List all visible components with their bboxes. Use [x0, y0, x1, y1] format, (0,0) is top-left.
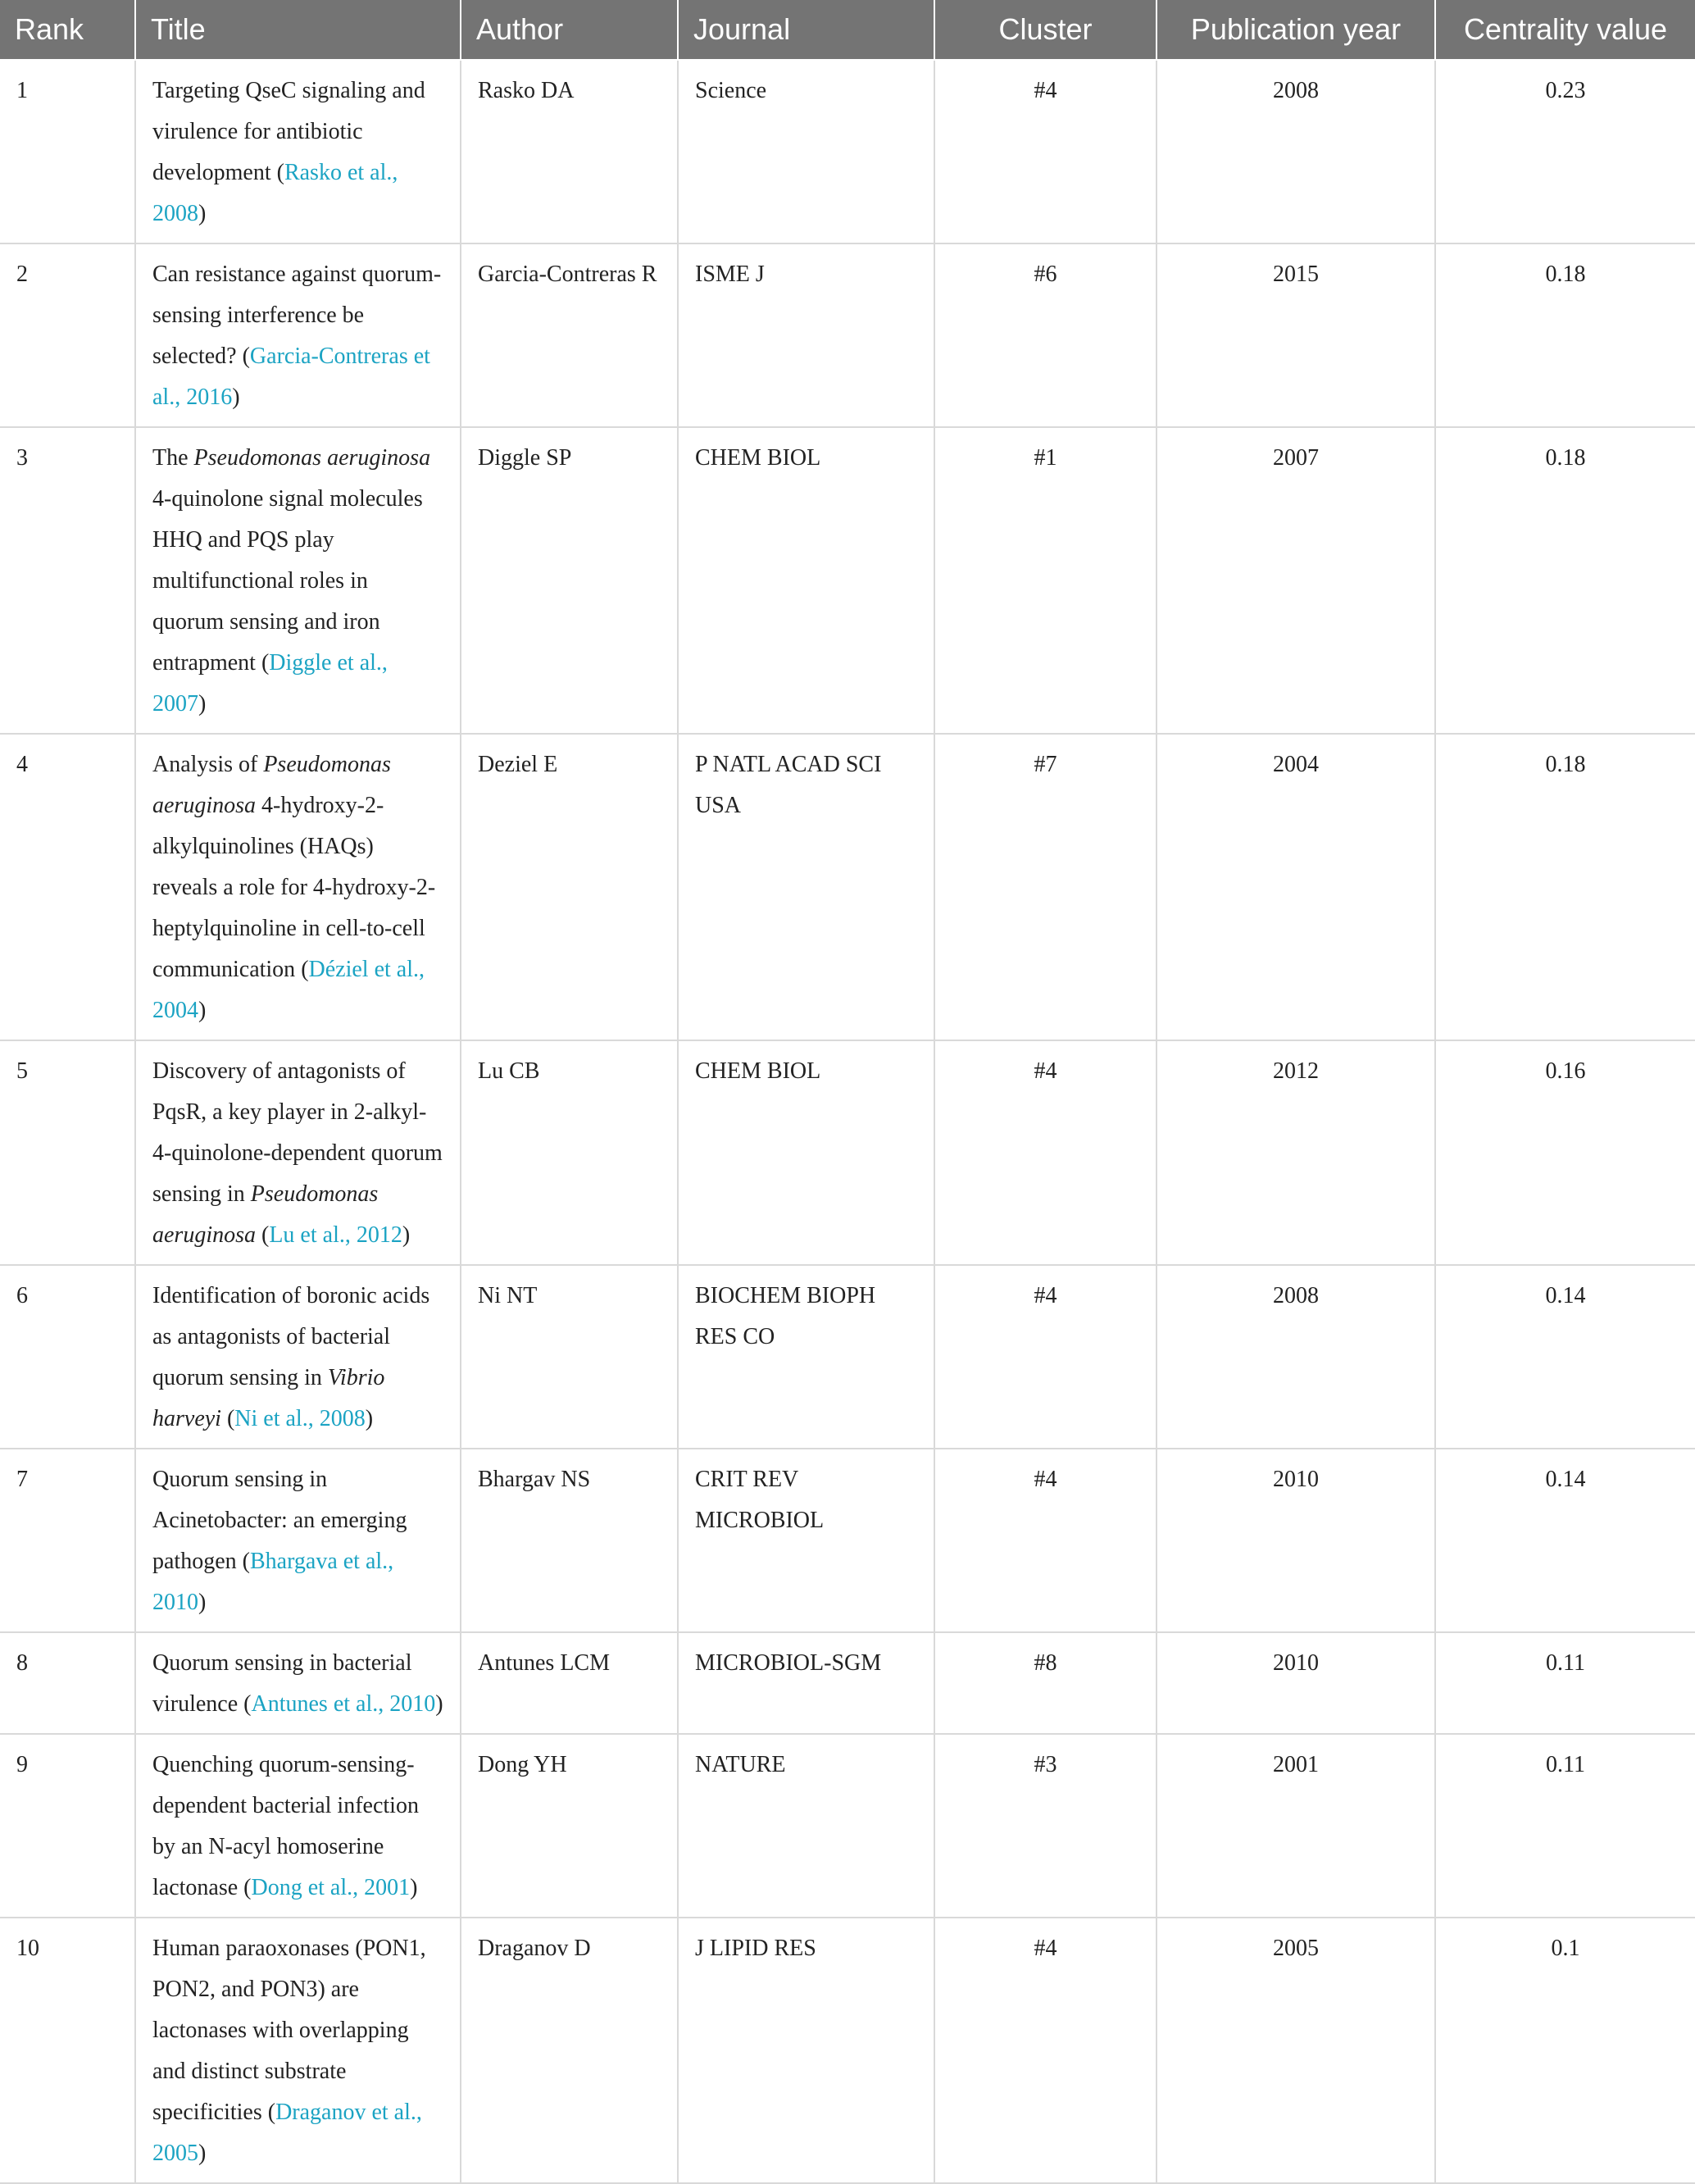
table-row: [0, 1040, 1695, 1265]
rank-cell: 2: [0, 243, 135, 427]
publication-year-cell: 2008: [1157, 1265, 1435, 1449]
author-cell: Dong YH: [461, 1734, 678, 1918]
publication-year-cell: 2010: [1157, 1632, 1435, 1734]
header-author: Author: [461, 0, 678, 60]
citation-link[interactable]: Bhargava et al., 2010: [152, 1549, 394, 1615]
journal-cell: CHEM BIOL: [678, 427, 934, 734]
title-text: Quenching quorum-sensing-dependent bacterial infection by an N-acyl homoserine lactonase: [152, 1752, 419, 1900]
header-row: [0, 0, 1695, 60]
centrality-value-cell: 0.11: [1435, 1734, 1695, 1918]
title-cell: Can resistance against quorum-sensing interference be selected? (Garcia-Contreras et al., 2016): [135, 243, 461, 427]
author-cell: Garcia-Contreras R: [461, 243, 678, 427]
centrality-value-cell: 0.11: [1435, 1632, 1695, 1734]
title-species-italic: Pseudomonas aeruginosa: [193, 445, 431, 471]
title-cell: The Pseudomonas aeruginosa 4-quinolone signal molecules HHQ and PQS play multifunctional roles in quorum sensing and iron entrapment (Diggle et al., 2007): [135, 427, 461, 734]
cluster-cell: #4: [934, 1040, 1157, 1265]
header-cluster: Cluster: [934, 0, 1157, 60]
rank-cell: 6: [0, 1265, 135, 1449]
journal-cell: Science: [678, 60, 934, 243]
journal-cell: CRIT REV MICROBIOL: [678, 1449, 934, 1632]
header-publication-year: Publication year: [1157, 0, 1435, 60]
cluster-cell: #3: [934, 1734, 1157, 1918]
title-text: The: [152, 445, 189, 471]
cluster-cell: #4: [934, 1918, 1157, 2183]
cluster-cell: #4: [934, 1265, 1157, 1449]
rank-cell: 4: [0, 734, 135, 1040]
author-cell: Antunes LCM: [461, 1632, 678, 1734]
citation-link[interactable]: Diggle et al., 2007: [152, 650, 388, 717]
title-cell: Human paraoxonases (PON1, PON2, and PON3) are lactonases with overlapping and distinct substrate specificities (Draganov et al., 2005): [135, 1918, 461, 2183]
table-row: [0, 1265, 1695, 1449]
cluster-cell: #8: [934, 1632, 1157, 1734]
author-cell: Deziel E: [461, 734, 678, 1040]
centrality-value-cell: 0.18: [1435, 427, 1695, 734]
title-species-italic: Pseudomonas aeruginosa: [152, 752, 391, 818]
title-cell: Quorum sensing in bacterial virulence (Antunes et al., 2010): [135, 1632, 461, 1734]
header-journal: Journal: [678, 0, 934, 60]
rank-cell: 9: [0, 1734, 135, 1918]
title-text: Discovery of antagonists of PqsR, a key player in 2-alkyl-4-quinolone-dependent quorum sensing in: [152, 1058, 443, 1207]
header-title: Title: [135, 0, 461, 60]
header-centrality-value: Centrality value: [1435, 0, 1695, 60]
rank-cell: 3: [0, 427, 135, 734]
publication-year-cell: 2010: [1157, 1449, 1435, 1632]
table-row: [0, 734, 1695, 1040]
title-species-italic: Pseudomonas aeruginosa: [152, 1181, 379, 1248]
title-cell: Targeting QseC signaling and virulence for antibiotic development (Rasko et al., 2008): [135, 60, 461, 243]
publication-year-cell: 2012: [1157, 1040, 1435, 1265]
citation-link[interactable]: Antunes et al., 2010: [251, 1691, 436, 1717]
cluster-cell: #4: [934, 1449, 1157, 1632]
title-cell: Identification of boronic acids as antagonists of bacterial quorum sensing in Vibrio harveyi (Ni et al., 2008): [135, 1265, 461, 1449]
cluster-cell: #4: [934, 60, 1157, 243]
author-cell: Diggle SP: [461, 427, 678, 734]
citation-link[interactable]: Garcia-Contreras et al., 2016: [152, 344, 430, 410]
journal-cell: P NATL ACAD SCI USA: [678, 734, 934, 1040]
rank-cell: 5: [0, 1040, 135, 1265]
publication-year-cell: 2007: [1157, 427, 1435, 734]
publication-year-cell: 2004: [1157, 734, 1435, 1040]
title-cell: Discovery of antagonists of PqsR, a key player in 2-alkyl-4-quinolone-dependent quorum sensing in Pseudomonas aeruginosa (Lu et al., 2012): [135, 1040, 461, 1265]
table-row: [0, 427, 1695, 734]
author-cell: Draganov D: [461, 1918, 678, 2183]
journal-cell: J LIPID RES: [678, 1918, 934, 2183]
publication-year-cell: 2001: [1157, 1734, 1435, 1918]
publication-year-cell: 2008: [1157, 60, 1435, 243]
title-text: Human paraoxonases (PON1, PON2, and PON3) are lactonases with overlapping and distinct substrate specificities: [152, 1936, 426, 2125]
table-row: [0, 1918, 1695, 2183]
publication-year-cell: 2005: [1157, 1918, 1435, 2183]
author-cell: Lu CB: [461, 1040, 678, 1265]
centrality-value-cell: 0.16: [1435, 1040, 1695, 1265]
citation-link[interactable]: Lu et al., 2012: [269, 1222, 402, 1248]
centrality-value-cell: 0.23: [1435, 60, 1695, 243]
title-cell: Analysis of Pseudomonas aeruginosa 4-hydroxy-2-alkylquinolines (HAQs) reveals a role for 4-hydroxy-2-heptylquinoline in cell-to-cell communication (Déziel et al., 2004): [135, 734, 461, 1040]
centrality-value-cell: 0.18: [1435, 243, 1695, 427]
title-cell: Quenching quorum-sensing-dependent bacterial infection by an N-acyl homoserine lactonase (Dong et al., 2001): [135, 1734, 461, 1918]
centrality-value-cell: 0.14: [1435, 1449, 1695, 1632]
header-rank: Rank: [0, 0, 135, 60]
title-text: Analysis of: [152, 752, 258, 777]
journal-cell: MICROBIOL-SGM: [678, 1632, 934, 1734]
table-row: [0, 1632, 1695, 1734]
title-species-italic: Vibrio harveyi: [152, 1365, 385, 1431]
cluster-cell: #7: [934, 734, 1157, 1040]
title-text: Quorum sensing in Acinetobacter: an emerging pathogen: [152, 1467, 407, 1574]
author-cell: Ni NT: [461, 1265, 678, 1449]
cluster-cell: #1: [934, 427, 1157, 734]
rank-cell: 8: [0, 1632, 135, 1734]
rank-cell: 7: [0, 1449, 135, 1632]
title-text-continued: 4-quinolone signal molecules HHQ and PQS play multifunctional roles in quorum sensing and iron entrapment: [152, 486, 423, 676]
title-text: Quorum sensing in bacterial virulence: [152, 1650, 412, 1717]
rank-cell: 1: [0, 60, 135, 243]
table-row: [0, 1449, 1695, 1632]
rank-cell: 10: [0, 1918, 135, 2183]
citation-link[interactable]: Dong et al., 2001: [251, 1875, 411, 1900]
title-text-continued: 4-hydroxy-2-alkylquinolines (HAQs) reveals a role for 4-hydroxy-2-heptylquinoline in cell-to-cell communication: [152, 793, 436, 982]
title-text: Can resistance against quorum-sensing interference be selected?: [152, 262, 442, 369]
citation-link[interactable]: Rasko et al., 2008: [152, 160, 398, 226]
centrality-value-cell: 0.14: [1435, 1265, 1695, 1449]
title-text: Targeting QseC signaling and virulence for antibiotic development: [152, 78, 425, 185]
journal-cell: CHEM BIOL: [678, 1040, 934, 1265]
citation-link[interactable]: Draganov et al., 2005: [152, 2100, 422, 2166]
centrality-value-cell: 0.1: [1435, 1918, 1695, 2183]
cluster-cell: #6: [934, 243, 1157, 427]
author-cell: Bhargav NS: [461, 1449, 678, 1632]
author-cell: Rasko DA: [461, 60, 678, 243]
table-row: [0, 60, 1695, 243]
journal-cell: BIOCHEM BIOPH RES CO: [678, 1265, 934, 1449]
journal-cell: ISME J: [678, 243, 934, 427]
title-cell: Quorum sensing in Acinetobacter: an emerging pathogen (Bhargava et al., 2010): [135, 1449, 461, 1632]
publication-year-cell: 2015: [1157, 243, 1435, 427]
citation-link[interactable]: Déziel et al., 2004: [152, 957, 425, 1023]
citation-link[interactable]: Ni et al., 2008: [234, 1406, 366, 1431]
centrality-value-cell: 0.18: [1435, 734, 1695, 1040]
title-text: Identification of boronic acids as antagonists of bacterial quorum sensing in: [152, 1283, 430, 1390]
table-row: [0, 1734, 1695, 1918]
journal-cell: NATURE: [678, 1734, 934, 1918]
table-row: [0, 243, 1695, 427]
